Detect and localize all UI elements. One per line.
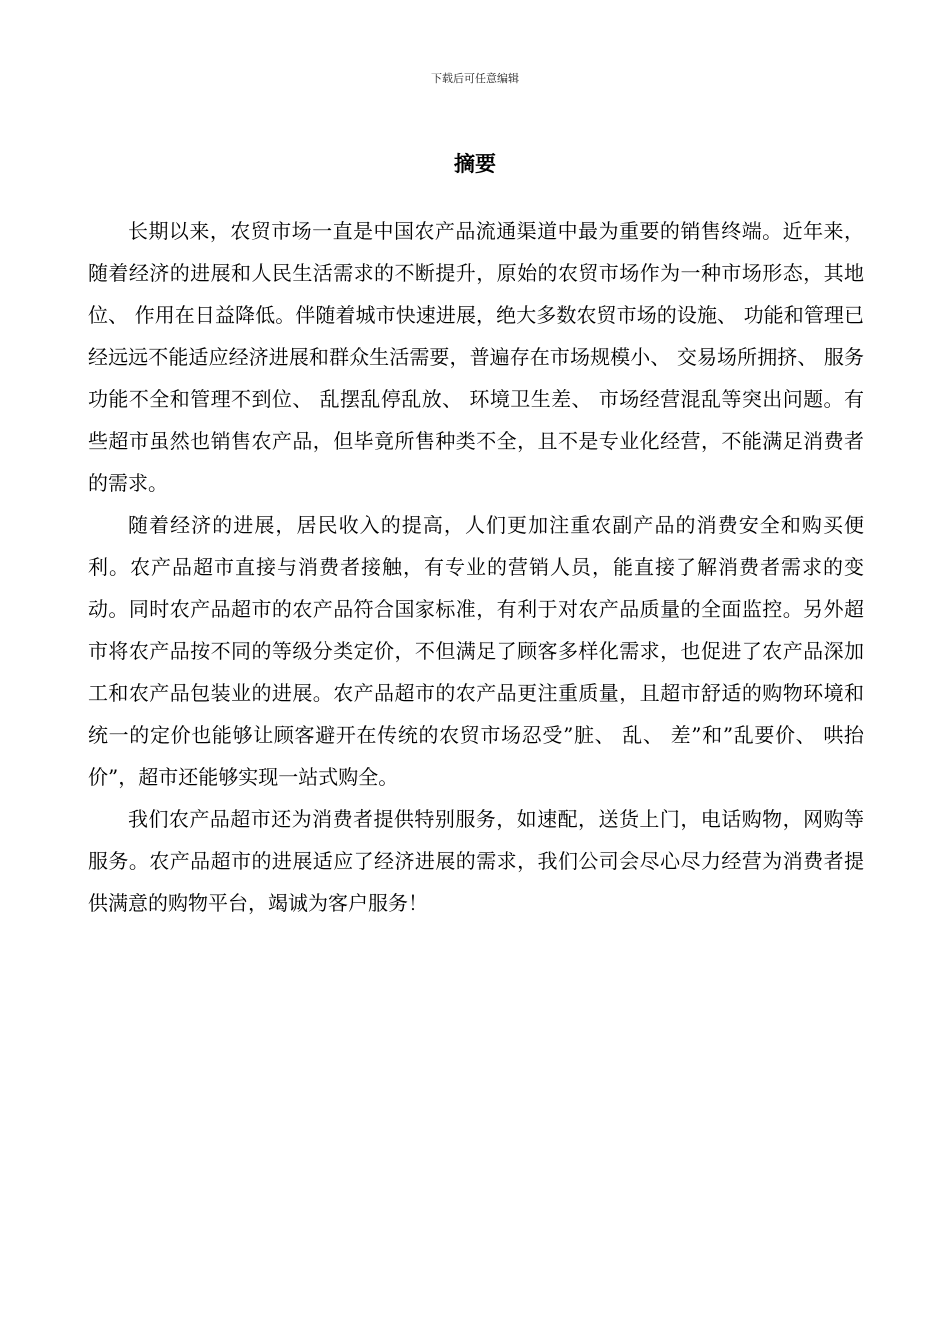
abstract-paragraph-2: 随着经济的进展，居民收入的提高，人们更加注重农副产品的消费安全和购买便利。农产品超市直接与消费者接触，有专业的营销人员，能直接了解消费者需求的变动。同时农产品超市的农产品符合国家标准，有利于对农产品质量的全面监控。另外超市将农产品按不同的等级分类定价，不但满足了顾客多样化需求，也促进了农产品深加工和农产品包装业的进展。农产品超市的农产品更注重质量，且超市舒适的购物环境和统一的定价也能够让顾客避开在传统的农贸市场忍受”脏、 乱、 差”和”乱要价、 哄抬价”，超市还能够实现一站式购全。 [88,513,864,789]
abstract-paragraph-1: 长期以来，农贸市场一直是中国农产品流通渠道中最为重要的销售终端。近年来，随着经济的进展和人民生活需求的不断提升，原始的农贸市场作为一种市场形态，其地位、 作用在日益降低。伴随着城市快速进展，绝大多数农贸市场的设施、 功能和管理已经远远不能适应经济进展和群众生活需要，普遍存在市场规模小、 交易场所拥挤、 服务功能不全和管理不到位、 乱摆乱停乱放、 环境卫生差、 市场经营混乱等突出问题。有些超市虽然也销售农产品，但毕竟所售种类不全，且不是专业化经营，不能满足消费者的需求。 [88,219,864,495]
abstract-body [88,210,864,924]
page-header-note: 下载后可任意编辑 [431,72,519,85]
abstract-paragraph-3: 我们农产品超市还为消费者提供特别服务，如速配，送货上门，电话购物，网购等服务。农产品超市的进展适应了经济进展的需求，我们公司会尽心尽力经营为消费者提供满意的购物平台，竭诚为客户服务！ [88,807,864,915]
document-title: 摘要 [454,152,496,176]
